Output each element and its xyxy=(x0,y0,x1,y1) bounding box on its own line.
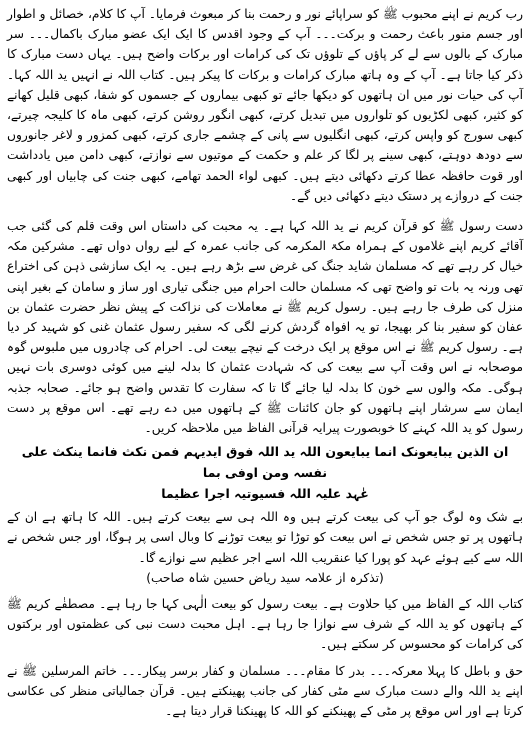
body-paragraph: رب کریم نے اپنے محبوب ﷺ کو سراپائے نور و رحمت بنا کر مبعوث فرمایا۔ آپ کا کلام، خصائل و اطوار اور جسم منور باعث رحمت و برکت۔۔۔ آپ کے وجود اقدس کا ایک ایک عضو مبارک باکمال۔۔۔ سر مبارک کے بالوں سے لے کر پاؤں کے تلوؤں تک کی کرامات اور برکات واضح ہیں۔ یہاں دست مبارک کا ذکر کیا جاتا ہے۔ آپ کے وہ ہاتھ مبارک کرامات و برکات کا پیکر ہیں۔ کتاب اللہ نے انہیں ید اللہ کہا۔ آپ کی حیات نور میں ان ہاتھوں کو دیکھا جائے تو کبھی بیماروں کے جسموں کو شفا، کبھی قلیل کھانے کو کثیر، کبھی لکڑیوں کو تلواروں میں تبدیل کرتے، کبھی انگور روشن کرتے، کبھی ماہ کا کلیجہ چیرتے، کبھی سورج کو واپس کرتے، کبھی انگلیوں سے پانی کے چشمے جاری کرتے، کبھی کمزور و لاغر جانوروں سے دودھ دوہتے، کبھی سینے پر لگا کر علم و حکمت کے موتیوں سے نوازتے، کبھی دامن میں یادداشت اور قوت حافظہ عطا کرتے دکھائی دیتے ہیں۔ کبھی لواء الحمد تھامے، کبھی جنت کی چابیاں اور کبھی جنت کے دروازے پر دستک دیتے دکھائی دیں گے۔ xyxy=(7,7,523,203)
translation-credit: (تذکرہ از علامہ سید ریاض حسین شاہ صاحب) xyxy=(146,570,384,585)
body-paragraph: حق و باطل کا پہلا معرکہ۔۔۔ بدر کا مقام۔۔۔ مسلمان و کفار برسر پیکار۔۔۔ خاتم المرسلین ﷺ نے اپنے ید اللہ والے دست مبارک سے مٹی کفار کی جانب پھینکتے ہیں۔ قرآن جمالیاتی منظر کی عکاسی کرتا ہے اور اس موقع پر مٹی کے پھینکنے کو اللہ کا پھینکنا قرار دیتا ہے۔ xyxy=(7,663,523,719)
quran-verse-line: ان الذین یبایعونک انما یبایعون اللہ ید اللہ فوق ایدیہم فمن نکث فانما ینکث علی نفسہ ومن اوفی بما xyxy=(21,444,509,481)
quran-verse-line: عٰہد علیہ اللہ فسیوتیہ اجرا عظیما xyxy=(161,486,369,502)
body-paragraph: کتاب اللہ کے الفاظ میں کیا حلاوت ہے۔ بیعت رسول کو بیعت الٰہی کہا جا رہا ہے۔ مصطفٰے کریم ﷺ کے ہاتھوں کو ید اللہ کے شرف سے نوازا جا رہا ہے۔ اہل محبت دست نبی کی عظمتوں اور برکتوں کی کرامات کو محسوس کر سکتے ہیں۔ xyxy=(7,597,523,652)
verse-translation: بے شک وہ لوگ جو آپ کی بیعت کرتے ہیں وہ اللہ ہی سے بیعت کرتے ہیں۔ اللہ کا ہاتھ ہے ان کے ہاتھوں پر تو جس شخص نے اس بیعت کو توڑا تو بیعت توڑنے کا وبال اسی پر ہوگا، اور جس شخص نے اللہ سے کیے ہوئے عہد کو پورا کیا عنقریب اللہ اسے اجر عظیم سے نوازے گا۔ xyxy=(7,510,523,565)
quran-verse xyxy=(7,441,523,504)
body-paragraph: دست رسول ﷺ کو قرآن کریم نے ید اللہ کہا ہے۔ یہ محبت کی داستاں اس وقت قلم کی گئی جب آقائے کریم اپنے غلاموں کے ہمراہ مکۃ المکرمہ کی جانب عمرہ کے لیے رواں دواں تھے۔ مشرکین مکہ خیال کر رہے تھے کہ مسلمان شاید جنگ کی غرض سے بڑھ رہے ہیں۔ یہ ایک سازشی ذہن کی اختراع تھی ورنہ یہ بات تو واضح تھی کہ مسلمان حالت احرام میں جنگی تیاری اور ساز و سامان کے بغیر اپنی منزل کی طرف جا رہے ہیں۔ رسول کریم ﷺ نے معاملات کی نزاکت کے پیش نظر حضرت عثمان بن عفان کو سفیر بنا کر بھیجا، تو یہ افواہ گردش کرنے لگی کہ سفیر رسول عثمان غنی کو شہید کر دیا ہے۔ رسول کریم ﷺ نے اس موقع پر ایک درخت کے نیچے بیعت لی۔ احرام کی چادروں میں ملبوس گوہ موصحابہ نے اس وقت آپ سے بیعت کی کہ شہادت عثمان کا بدلہ لینے میں کوئی دوسری بات نہیں ہوگی۔ مکہ والوں سے خون کا بدلہ لیا جائے گا تا کہ سفارت کا تقدس واضح ہو جائے۔ صحابہ جذبہ ایمان سے سرشار اپنے ہاتھوں کو جان کائنات ﷺ کے ہاتھوں میں دے رہے تھے۔ اس موقع پر دست رسول کو ید اللہ کہنے کا خوبصورت پیرایہ قرآنی الفاظ میں ملاحظہ کریں۔ xyxy=(7,219,523,436)
paragraph-spacer xyxy=(7,206,523,216)
